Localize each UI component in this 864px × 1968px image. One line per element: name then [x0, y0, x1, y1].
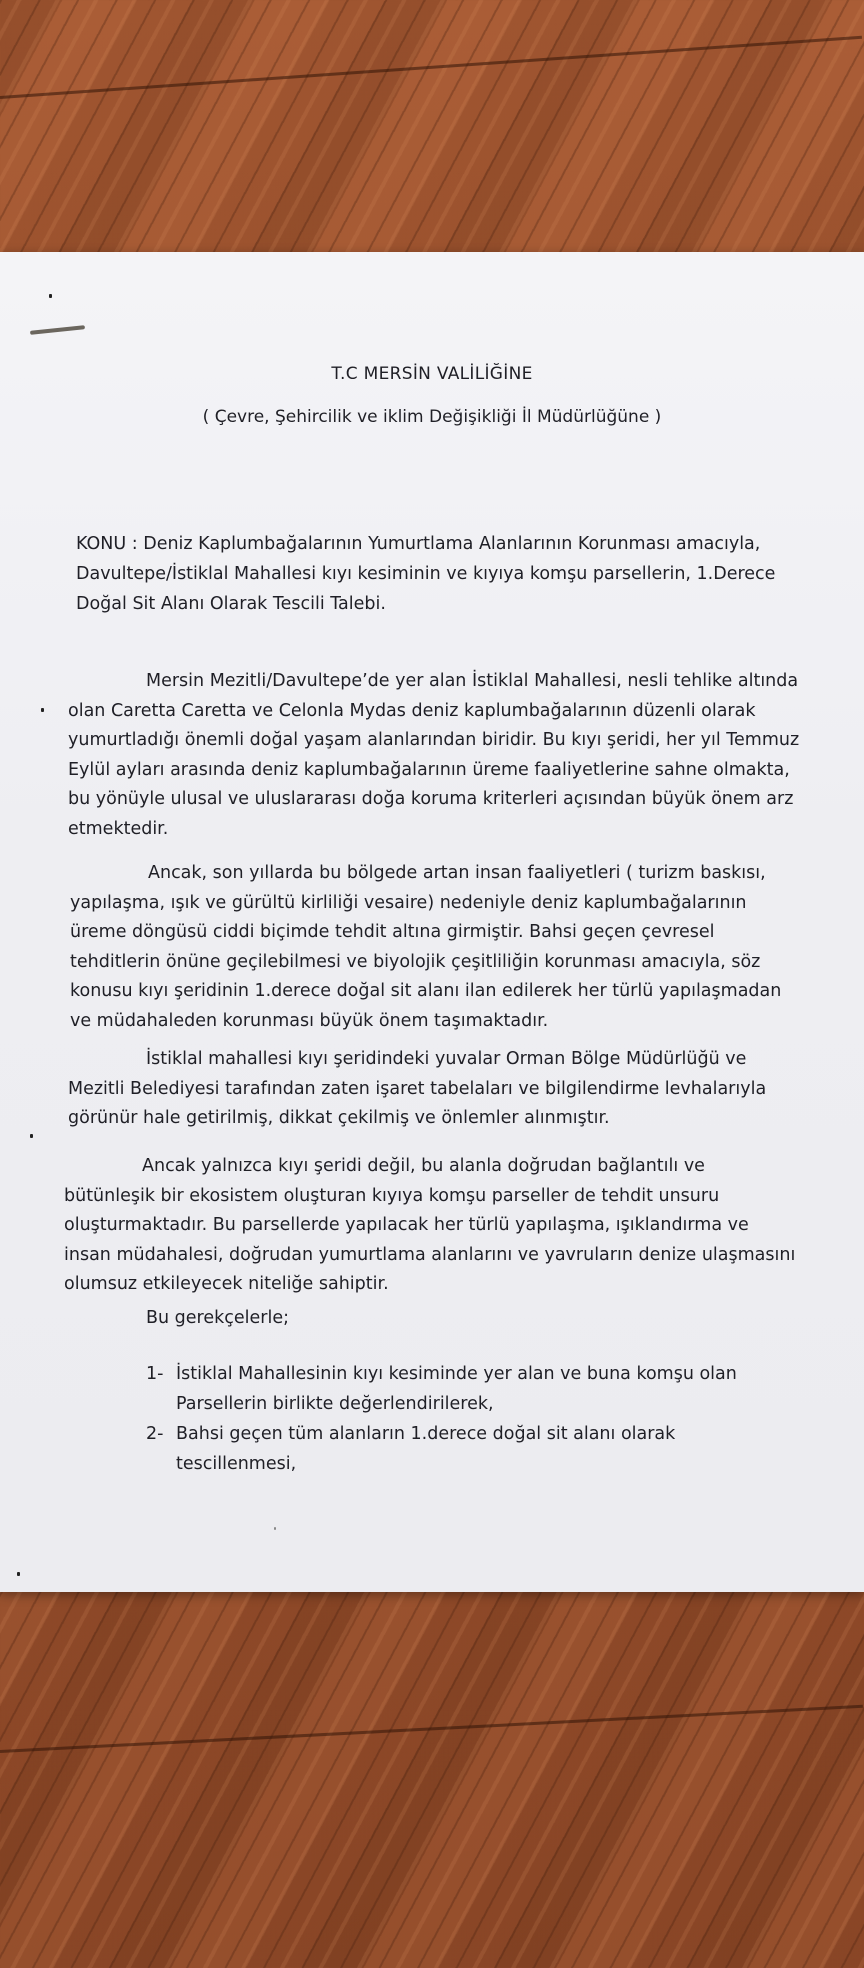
wood-grain-seam: [0, 36, 862, 99]
paragraph-text: İstiklal mahallesi kıyı şeridindeki yuvalar Orman Bölge Müdürlüğü ve Mezitli Belediyesi tarafından zaten işaret tabelaları ve bilgilendirme levhalarıyla görünür hale getirilmiş, dikkat çekilmiş ve önlemler alınmıştır.: [68, 1049, 767, 1128]
ink-speck: [49, 294, 52, 298]
subject-line: KONU : Deniz Kaplumbağalarının Yumurtlama Alanlarının Korunması amacıyla, Davultepe/İstiklal Mahallesi kıyı kesiminin ve kıyıya komşu parsellerin, 1.Derece Doğal Sit Alanı Olarak Tescili Talebi.: [76, 534, 776, 614]
paragraph: [68, 1045, 800, 1134]
paragraph-text: Mersin Mezitli/Davultepe’de yer alan İstiklal Mahallesi, nesli tehlike altında olan Caretta Caretta ve Celonla Mydas deniz kaplumbağalarının düzenli olarak yumurtladığı önemli doğal yaşam alanlarından biridir. Bu kıyı şeridi, her yıl Temmuz Eylül ayları arasında deniz kaplumbağalarının üreme faaliyetlerine sahne olmakta, bu yönüyle ulusal ve uluslararası doğa koruma kriterleri açısından büyük önem arz etmektedir.: [68, 671, 800, 839]
request-list: [146, 1360, 796, 1480]
list-item: [146, 1360, 796, 1419]
list-text: Bahsi geçen tüm alanların 1.derece doğal sit alanı olarak tescillenmesi,: [176, 1424, 676, 1474]
paragraph-text: Ancak, son yıllarda bu bölgede artan insan faaliyetleri ( turizm baskısı, yapılaşma, ışık ve gürültü kirliliği vesaire) nedeniyle deniz kaplumbağalarının üreme döngüsü ciddi biçimde tehdit altına girmiştir. Bahsi geçen çevresel tehditlerin önüne geçilebilmesi ve biyolojik çeşitliliğin korunması amacıyla, söz konusu kıyı şeridinin 1.derece doğal sit alanı ilan edilerek her türlü yapılaşmadan ve müdahaleden korunması büyük önem taşımaktadır.: [70, 863, 782, 1031]
staple-mark: [30, 325, 85, 335]
list-text: İstiklal Mahallesinin kıyı kesiminde yer alan ve buna komşu olan Parsellerin birlikte değerlendirilerek,: [176, 1364, 737, 1414]
wood-grain-seam: [0, 1705, 863, 1753]
ink-speck: [30, 1134, 33, 1138]
ink-speck: [274, 1527, 276, 1530]
list-number: 2-: [146, 1424, 164, 1444]
list-item: [146, 1420, 796, 1479]
paragraph-text: Ancak yalnızca kıyı şeridi değil, bu alanla doğrudan bağlantılı ve bütünleşik bir ekosistem oluşturan kıyıya komşu parseller de tehdit unsuru oluşturmaktadır. Bu parsellerde yapılacak her türlü yapılaşma, ışıklandırma ve insan müdahalesi, doğrudan yumurtlama alanlarını ve yavruların denize ulaşmasını olumsuz etkileyecek niteliğe sahiptir.: [64, 1156, 796, 1294]
ink-speck: [41, 708, 44, 712]
paragraph: [70, 859, 802, 1036]
paragraph: [64, 1152, 796, 1300]
letter-subtitle: ( Çevre, Şehircilik ve iklim Değişikliği İl Müdürlüğüne ): [202, 407, 662, 427]
paragraph: [68, 667, 800, 844]
conclusion-intro: Bu gerekçelerle;: [146, 1308, 289, 1328]
list-number: 1-: [146, 1364, 164, 1384]
ink-speck: [17, 1572, 20, 1576]
letter-page: [0, 252, 864, 1592]
letter-title: T.C MERSİN VALİLİĞİNE: [331, 364, 533, 384]
